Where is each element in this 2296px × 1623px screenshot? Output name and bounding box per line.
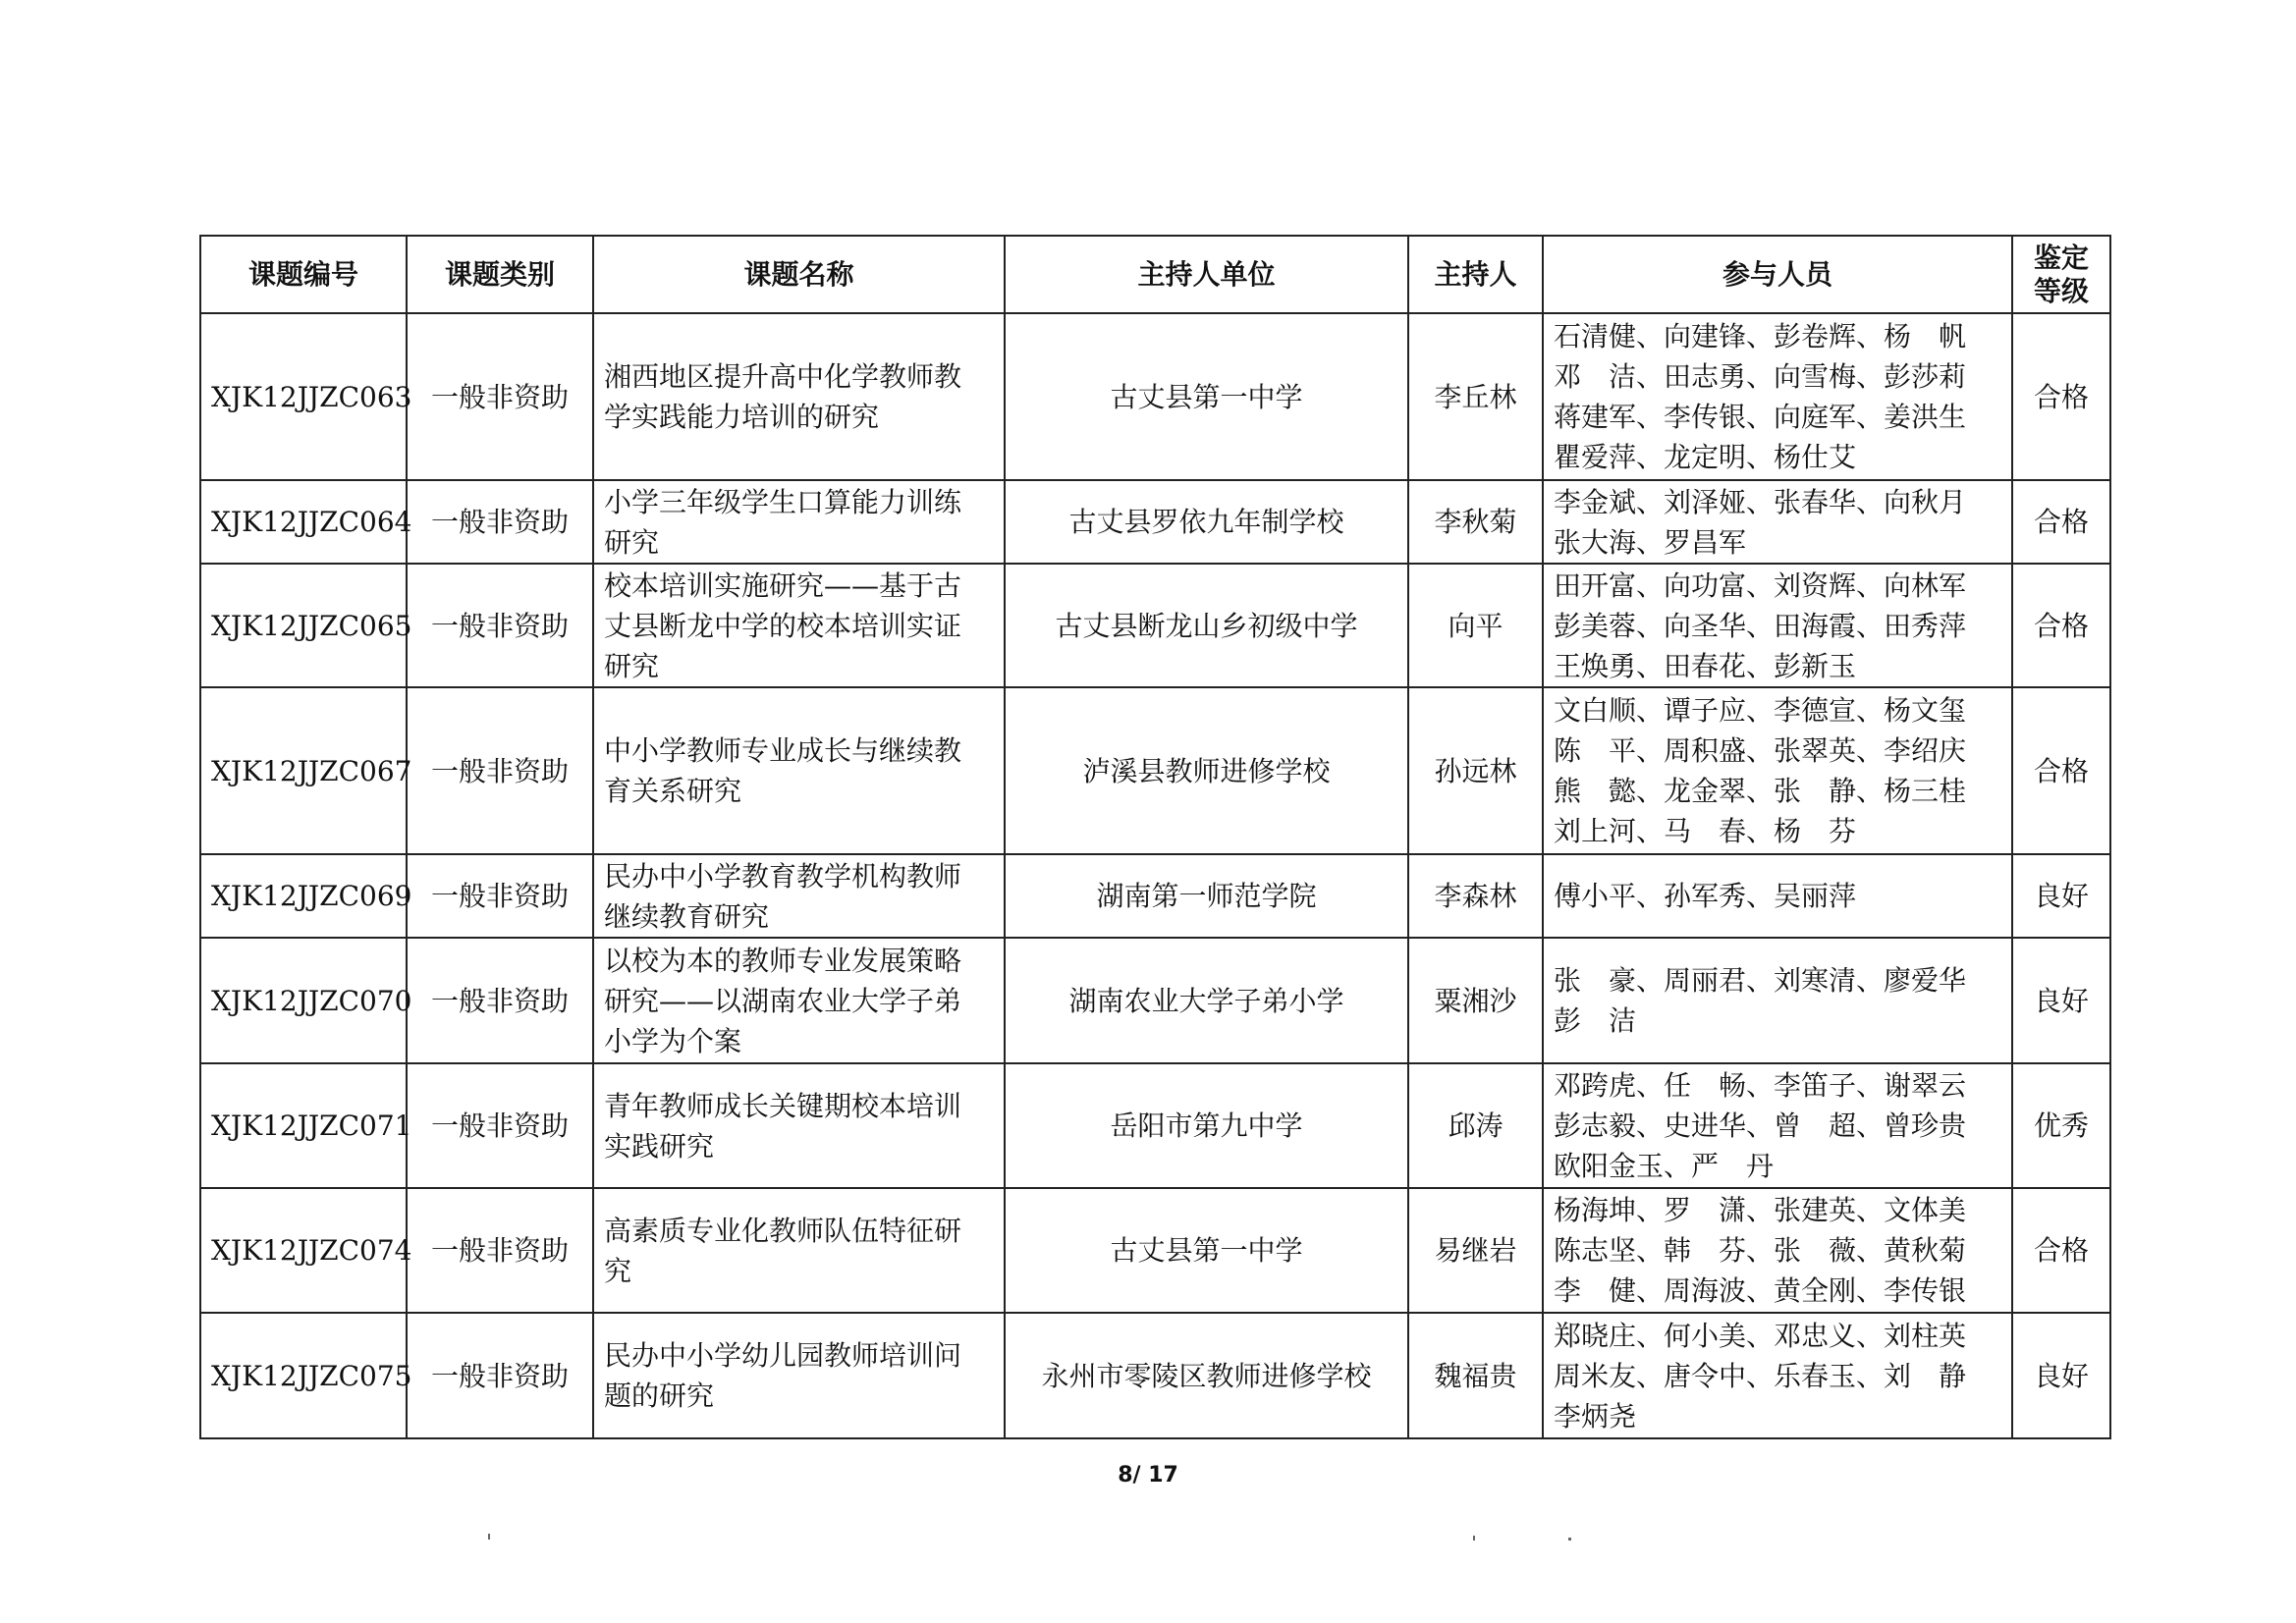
cell-code-text: XJK12JJZC069 [211,880,412,912]
cell-host-text: 魏福贵 [1434,1359,1517,1392]
cell-category-text: 一般非资助 [430,984,569,1017]
cell-name [593,1188,1005,1313]
cell-code-text: XJK12JJZC065 [211,609,412,642]
cell-code [200,938,412,1063]
cell-grade-text: 合格 [2033,506,2089,538]
cell-host [1408,480,1543,564]
cell-code-text: XJK12JJZC063 [211,380,412,413]
header-host: 主持人 [1408,236,1543,313]
cell-unit [1005,1063,1408,1188]
cell-unit [1005,564,1408,687]
cell-name [593,938,1005,1063]
cell-grade-text: 良好 [2033,1359,2089,1392]
cell-grade [2012,564,2110,687]
cell-participants-text: 郑晓庄、何小美、邓忠义、刘柱英 周米友、唐令中、乐春玉、刘 静 李炳尧 [1554,1319,1967,1433]
cell-host [1408,854,1543,938]
cell-participants [1543,1313,2012,1438]
cell-name-text: 以校为本的教师专业发展策略 研究——以湖南农业大学子弟 小学为个案 [604,944,962,1057]
cell-unit-text: 永州市零陵区教师进修学校 [1041,1359,1372,1392]
header-grade: 鉴定 等级 [2012,236,2110,313]
cell-participants-text: 张 豪、周丽君、刘寒清、廖爱华 彭 洁 [1554,964,1967,1037]
cell-code-text: XJK12JJZC070 [211,984,412,1017]
cell-grade-text: 良好 [2033,984,2089,1017]
cell-category [407,313,593,480]
cell-host-text: 向平 [1448,609,1503,642]
cell-host [1408,687,1543,854]
header-code: 课题编号 [200,236,407,313]
table-row [200,313,2110,480]
evaluation-table [199,235,2111,1439]
page-number: 8/ 17 [1118,1463,1178,1488]
cell-code-text: XJK12JJZC064 [211,506,412,538]
cell-participants [1543,938,2012,1063]
cell-code-text: XJK12JJZC071 [211,1109,412,1142]
cell-name-text: 高素质专业化教师队伍特征研 究 [604,1214,962,1287]
cell-unit [1005,854,1408,938]
cell-participants [1543,1063,2012,1188]
cell-unit-text: 湖南第一师范学院 [1096,880,1317,912]
cell-code [200,564,412,687]
cell-host-text: 李森林 [1434,880,1517,912]
cell-participants-text: 杨海坤、罗 潇、张建英、文体美 陈志坚、韩 芬、张 薇、黄秋菊 李 健、周海波、黄全刚、李传银 [1554,1194,1967,1307]
table-header-row [200,236,2110,313]
cell-participants-text: 田开富、向功富、刘资辉、向林军 彭美蓉、向圣华、田海霞、田秀萍 王焕勇、田春花、彭新玉 [1554,568,1967,682]
header-unit: 主持人单位 [1005,236,1408,313]
cell-grade-text: 合格 [2033,609,2089,642]
cell-name-text: 小学三年级学生口算能力训练 研究 [604,485,962,559]
cell-host-text: 易继岩 [1434,1234,1517,1267]
cell-host [1408,564,1543,687]
cell-participants [1543,1188,2012,1313]
cell-category-text: 一般非资助 [430,1359,569,1392]
cell-code [200,687,412,854]
cell-grade-text: 合格 [2033,1234,2089,1267]
cell-category [407,1313,593,1438]
cell-category [407,480,593,564]
cell-unit [1005,1313,1408,1438]
cell-host-text: 邱涛 [1448,1109,1503,1142]
cell-code-text: XJK12JJZC074 [211,1234,412,1267]
cell-unit [1005,480,1408,564]
cell-grade [2012,1188,2110,1313]
cell-grade [2012,1063,2110,1188]
header-participants: 参与人员 [1543,236,2012,313]
cell-host-text: 粟湘沙 [1434,984,1517,1017]
cell-code-text: XJK12JJZC067 [211,754,412,787]
cell-category [407,564,593,687]
cell-grade-text: 优秀 [2033,1109,2089,1142]
table-row [200,1313,2110,1438]
cell-unit [1005,1188,1408,1313]
cell-code [200,854,412,938]
cell-unit-text: 泸溪县教师进修学校 [1082,754,1331,787]
table-row [200,1188,2110,1313]
cell-participants-text: 文白顺、谭子应、李德宣、杨文玺 陈 平、周积盛、张翠英、李绍庆 熊 懿、龙金翠、张 静、杨三桂 刘上河、马 春、杨 芬 [1554,694,1967,847]
cell-unit [1005,687,1408,854]
cell-category [407,1063,593,1188]
cell-unit-text: 古丈县第一中学 [1110,1234,1303,1267]
table-row [200,564,2110,687]
cell-name [593,687,1005,854]
cell-host [1408,1063,1543,1188]
cell-code [200,480,412,564]
cell-category-text: 一般非资助 [430,1109,569,1142]
cell-category [407,687,593,854]
cell-name-text: 中小学教师专业成长与继续教 育关系研究 [604,734,962,807]
cell-name-text: 校本培训实施研究——基于古 丈县断龙中学的校本培训实证 研究 [604,568,962,682]
cell-participants-text: 傅小平、孙军秀、吴丽萍 [1554,880,1857,912]
cell-host-text: 李丘林 [1434,380,1517,413]
cell-host [1408,938,1543,1063]
cell-grade [2012,854,2110,938]
cell-unit-text: 岳阳市第九中学 [1110,1109,1303,1142]
cell-category-text: 一般非资助 [430,880,569,912]
cell-name [593,1313,1005,1438]
cell-category [407,854,593,938]
cell-grade-text: 良好 [2033,880,2089,912]
cell-grade [2012,687,2110,854]
cell-unit-text: 湖南农业大学子弟小学 [1068,984,1344,1017]
cell-grade-text: 合格 [2033,754,2089,787]
cell-participants [1543,313,2012,480]
cell-grade [2012,313,2110,480]
scan-speck [1473,1536,1475,1541]
cell-category-text: 一般非资助 [430,506,569,538]
table-row [200,687,2110,854]
cell-participants-text: 石清健、向建锋、彭卷辉、杨 帆 邓 洁、田志勇、向雪梅、彭莎莉 蒋建军、李传银、向庭军、姜洪生 瞿爱萍、龙定明、杨仕艾 [1554,320,1967,473]
header-name: 课题名称 [593,236,1005,313]
cell-host-text: 李秋菊 [1434,506,1517,538]
cell-unit [1005,938,1408,1063]
cell-unit-text: 古丈县断龙山乡初级中学 [1055,609,1358,642]
cell-name-text: 民办中小学教育教学机构教师 继续教育研究 [604,859,962,933]
cell-category-text: 一般非资助 [430,1234,569,1267]
cell-grade [2012,480,2110,564]
cell-name [593,564,1005,687]
cell-unit-text: 古丈县第一中学 [1110,380,1303,413]
cell-participants-text: 李金斌、刘泽娅、张春华、向秋月 张大海、罗昌军 [1554,485,1967,559]
cell-code [200,1313,412,1438]
cell-name [593,313,1005,480]
cell-grade-text: 合格 [2033,380,2089,413]
table-row [200,854,2110,938]
scan-speck [488,1534,490,1540]
cell-code [200,1188,412,1313]
table-row [200,938,2110,1063]
cell-code [200,313,412,480]
cell-name [593,1063,1005,1188]
header-category: 课题类别 [407,236,593,313]
cell-name [593,854,1005,938]
cell-category-text: 一般非资助 [430,754,569,787]
table-row [200,1063,2110,1188]
cell-name [593,480,1005,564]
cell-host [1408,1313,1543,1438]
cell-grade [2012,938,2110,1063]
cell-name-text: 青年教师成长关键期校本培训 实践研究 [604,1089,962,1163]
cell-participants [1543,480,2012,564]
cell-category-text: 一般非资助 [430,609,569,642]
cell-unit [1005,313,1408,480]
cell-host [1408,313,1543,480]
cell-category-text: 一般非资助 [430,380,569,413]
table-row [200,480,2110,564]
cell-participants-text: 邓跨虎、任 畅、李笛子、谢翠云 彭志毅、史进华、曾 超、曾珍贵 欧阳金玉、严 丹 [1554,1069,1967,1182]
cell-name-text: 湘西地区提升高中化学教师教 学实践能力培训的研究 [604,360,962,433]
cell-host-text: 孙远林 [1434,754,1517,787]
cell-code-text: XJK12JJZC075 [211,1359,412,1392]
cell-participants [1543,687,2012,854]
cell-category [407,938,593,1063]
cell-name-text: 民办中小学幼儿园教师培训问 题的研究 [604,1339,962,1412]
cell-unit-text: 古丈县罗依九年制学校 [1068,506,1344,538]
cell-category [407,1188,593,1313]
cell-grade [2012,1313,2110,1438]
cell-host [1408,1188,1543,1313]
cell-participants [1543,564,2012,687]
scan-speck [1568,1538,1571,1541]
cell-participants [1543,854,2012,938]
cell-code [200,1063,412,1188]
